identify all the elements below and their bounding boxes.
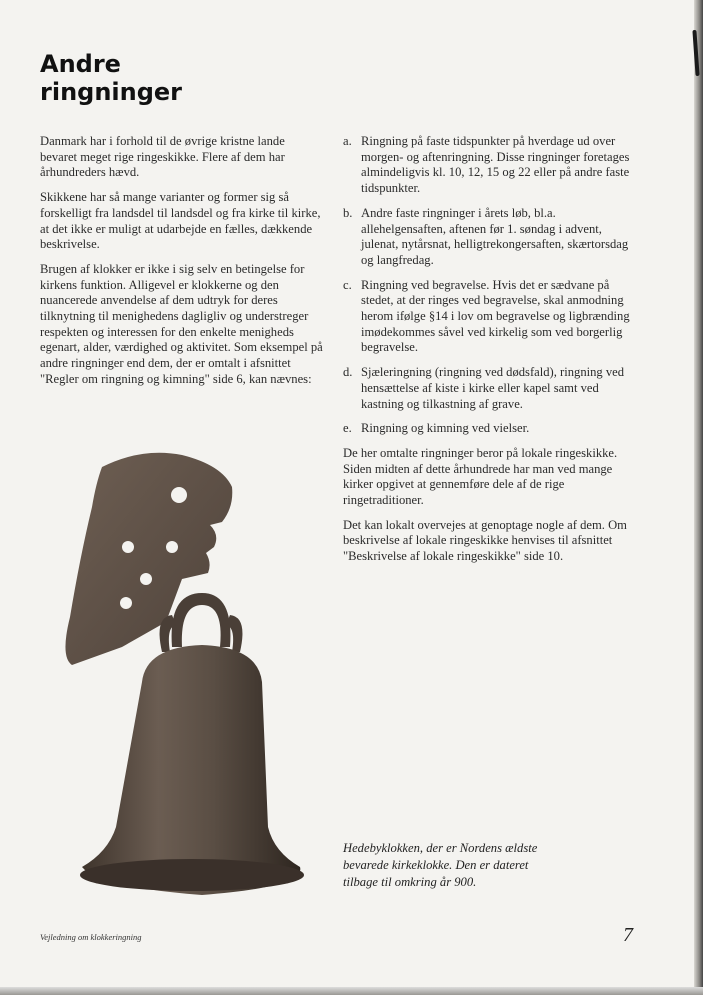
list-letter: c. [343,277,352,292]
list-letter: a. [343,134,352,148]
list-item-d [343,365,635,412]
bell-body [82,645,300,895]
page-bottom-shadow [0,987,703,995]
right-column [343,134,635,574]
plate-hole [171,487,187,503]
plate-hole [140,573,152,585]
list-text: Ringning på faste tidspunkter på hverdage ud over morgen- og aftenringning. Disse ringninger foretages almindeligvis kl. 10, 12, 15 og 22 eller på andre faste tidspunkter. [361,134,630,196]
left-column [40,134,324,397]
list-text: Ringning ved begravelse. Hvis det er sædvane på stedet, at der ringes ved begravelse, skal anmodning herom ifølge §14 i lov om begravelse og ligbrænding imødekommes såvel ved kirkelig som ved borgerlig begravelse. [361,277,630,355]
bell-rim [80,859,304,891]
hedeby-bell-image [62,447,310,899]
plate-hole [122,541,134,553]
mount-plate [65,453,232,665]
list-item-e [343,421,635,437]
page-edge-shadow [694,0,703,995]
page-number: 7 [623,924,633,946]
local-customs-paragraph: De her omtalte ringninger beror på lokale ringeskikke. Siden midten af dette århundrede har man ved mange kirker opgivet at gennemføre dele af de rige ringetraditioner. [343,445,618,508]
page-title: Andre ringninger [40,50,183,106]
reconsider-paragraph: Det kan lokalt overvejes at genoptage nogle af dem. Om beskrivelse af lokale ringeskikke henvises til afsnittet "Beskrivelse af lokale ringeskikke" side 10. [343,517,627,564]
bell-crown [172,593,231,647]
list-text: Ringning og kimning ved vielser. [361,421,530,436]
list-text: Andre faste ringninger i årets løb, bl.a. allehelgensaften, aftenen før 1. søndag i advent, julenat, nytårsnat, helligtrekongersaften, skærtorsdag og langfredag. [361,205,629,267]
plate-hole [120,597,132,609]
footer-title: Vejledning om klokkeringning [40,932,142,942]
list-item-c [343,278,635,357]
list-letter: d. [343,365,353,380]
image-caption: Hedebyklokken, der er Nordens ældste bevarede kirkeklokke. Den er dateret tilbage til omkring år 900. [343,841,538,889]
plate-hole [166,541,178,553]
list-item-b [343,206,635,269]
intro-paragraph: Danmark har i forhold til de øvrige kristne lande bevaret meget rige ringeskikke. Flere af dem har århundreders hævd. [40,134,285,180]
list-letter: e. [343,421,352,436]
list-text: Sjæleringning (ringning ved dødsfald), ringning ved hensættelse af kiste i kirke eller kapel samt ved kastning og tilkastning af grave. [361,365,625,411]
list-item-a [343,134,635,197]
variants-paragraph: Skikkene har så mange varianter og former sig så forskelligt fra landsdel til landsdel og fra kirke til kirke, at det ikke er muligt at udarbejde en fælles, dækkende beskrivelse. [40,190,321,252]
usage-paragraph: Brugen af klokker er ikke i sig selv en betingelse for kirkens funktion. Alligevel er klokkerne og den nuancerede anvendelse af dem udtryk for deres tilknytning til menighedens dagligliv og understreger respekten og interessen for den enkelte menigheds egenart, alder, værdighed og aktivitet. Som eksempel på andre ringninger end dem, der er omtalt i afsnittet "Regler om ringning og kimning" side 6, kan nævnes: [40,261,323,386]
list-letter: b. [343,205,353,220]
